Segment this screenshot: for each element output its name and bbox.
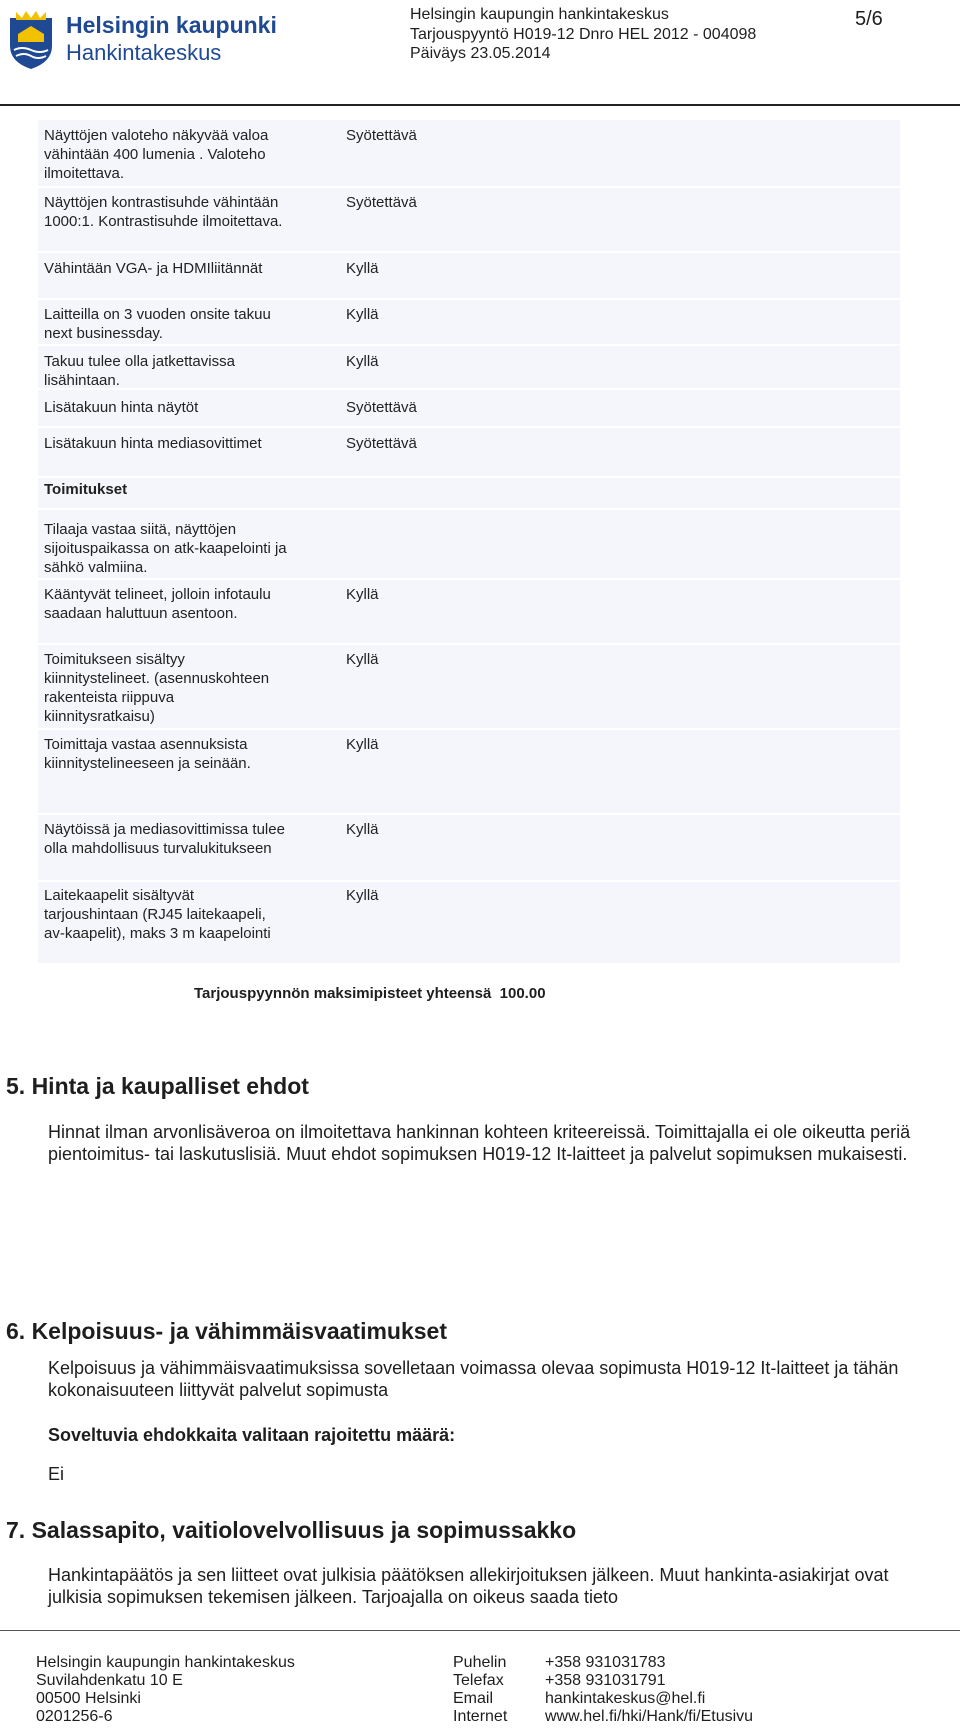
footer-address-line: 00500 Helsinki (36, 1690, 141, 1707)
section-6-title: 6. Kelpoisuus- ja vähimmäisvaatimukset (6, 1318, 448, 1344)
row-divider (38, 344, 900, 346)
criterion-answer: Kyllä (346, 306, 379, 323)
criterion-answer: Syötettävä (346, 194, 417, 211)
criterion-answer: Kyllä (346, 821, 379, 838)
section-6-answer: Ei (48, 1464, 65, 1484)
section-6-subheading: Soveltuvia ehdokkaita valitaan rajoitettu määrä: (48, 1425, 456, 1445)
footer-fax: +358 931031791 (545, 1672, 666, 1689)
footer-contact-labels (453, 1654, 507, 1726)
criterion-text: Takuu tulee olla jatkettavissa lisähintaan. (44, 353, 235, 389)
criterion-text: Tilaaja vastaa siitä, näyttöjen sijoituspaikassa on atk-kaapelointi ja sähkö valmiina. (44, 521, 287, 576)
criterion-answer: Syötettävä (346, 399, 417, 416)
max-points-total (194, 985, 546, 1002)
criterion-text: Kääntyvät telineet, jolloin infotaulu saadaan haluttuun asentoon. (44, 586, 271, 622)
criterion-answer: Syötettävä (346, 435, 417, 452)
row-divider (38, 426, 900, 428)
row-divider (38, 578, 900, 580)
criterion-answer: Syötettävä (346, 127, 417, 144)
header-reference: Tarjouspyyntö H019-12 Dnro HEL 2012 - 004098 (410, 26, 757, 43)
row-divider (38, 476, 900, 478)
section-6-text: Kelpoisuus ja vähimmäisvaatimuksissa sovelletaan voimassa olevaa sopimusta H019-12 It-laitteet ja tähän kokonaisuuteen liittyvät palvelut sopimusta (48, 1358, 899, 1400)
criterion-text: Näyttöjen valoteho näkyvää valoa vähintään 400 lumenia . Valoteho ilmoitettava. (44, 127, 269, 182)
footer-label: Puhelin (453, 1654, 507, 1671)
criterion-text: Toimittaja vastaa asennuksista kiinnitystelineeseen ja seinään. (44, 736, 251, 772)
max-points-label: Tarjouspyynnön maksimipisteet yhteensä (194, 985, 492, 1002)
row-divider (38, 251, 900, 253)
criterion-text: Lisätakuun hinta näytöt (44, 399, 199, 416)
table-section-heading: Toimitukset (44, 481, 128, 498)
criterion-text: Lisätakuun hinta mediasovittimet (44, 435, 262, 452)
header-divider (0, 104, 960, 106)
logo-text-unit: Hankintakeskus (66, 40, 222, 65)
section-5-text: Hinnat ilman arvonlisäveroa on ilmoitettava hankinnan kohteen kriteereissä. Toimittajalla ei ole oikeutta periä pientoimitus- tai laskutuslisiä. Muut ehdot sopimuksen H019-12 It-laitteet ja palvelut sopimuksen mukaisesti. (48, 1122, 911, 1164)
row-divider (38, 643, 900, 645)
criterion-answer: Kyllä (346, 651, 379, 668)
footer-website[interactable]: www.hel.fi/hki/Hank/fi/Etusivu (545, 1708, 754, 1725)
footer-address (36, 1654, 295, 1726)
criterion-answer: Kyllä (346, 736, 379, 753)
row-divider (38, 186, 900, 188)
footer-address-line: 0201256-6 (36, 1708, 113, 1725)
row-divider (38, 813, 900, 815)
row-divider (38, 508, 900, 510)
footer-address-line: Suvilahdenkatu 10 E (36, 1672, 183, 1689)
criterion-text: Näyttöjen kontrastisuhde vähintään 1000:1. Kontrastisuhde ilmoitettava. (44, 194, 283, 230)
criterion-text: Toimitukseen sisältyy kiinnitystelineet. (asennuskohteen rakenteista riippuva kiinnitysratkaisu) (44, 651, 270, 725)
criterion-answer: Kyllä (346, 353, 379, 370)
footer-label: Internet (453, 1708, 508, 1725)
criterion-answer: Kyllä (346, 260, 379, 277)
criterion-text: Näytöissä ja mediasovittimissa tulee olla mahdollisuus turvalukitukseen (44, 821, 285, 857)
section-7-title: 7. Salassapito, vaitiolovelvollisuus ja sopimussakko (6, 1517, 577, 1543)
criterion-answer: Kyllä (346, 887, 379, 904)
section-5-title: 5. Hinta ja kaupalliset ehdot (6, 1073, 309, 1099)
footer-address-line: Helsingin kaupungin hankintakeskus (36, 1654, 295, 1671)
footer-label: Telefax (453, 1672, 504, 1689)
footer-contact-values (545, 1654, 753, 1726)
row-divider (38, 728, 900, 730)
criterion-text: Vähintään VGA- ja HDMIliitännät (44, 260, 263, 277)
section-7-text: Hankintapäätös ja sen liitteet ovat julkisia päätöksen allekirjoituksen jälkeen. Muut hankinta-asiakirjat ovat julkisia sopimuksen tekemisen jälkeen. Tarjoajalla on oikeus saada tieto (48, 1565, 889, 1607)
row-divider (38, 880, 900, 882)
header-org: Helsingin kaupungin hankintakeskus (410, 6, 669, 23)
max-points-value: 100.00 (499, 985, 546, 1002)
footer-divider (0, 1630, 960, 1631)
row-divider (38, 298, 900, 300)
criterion-text: Laitteilla on 3 vuoden onsite takuu next businessday. (44, 306, 271, 342)
footer-email[interactable]: hankintakeskus@hel.fi (545, 1690, 706, 1707)
footer-label: Email (453, 1690, 494, 1707)
logo-text-city: Helsingin kaupunki (66, 12, 277, 38)
footer-phone: +358 931031783 (545, 1654, 666, 1671)
helsinki-crest-logo (6, 8, 56, 70)
criterion-answer: Kyllä (346, 586, 379, 603)
header-date: Päiväys 23.05.2014 (410, 45, 551, 62)
criterion-text: Laitekaapelit sisältyvät tarjoushintaan (RJ45 laitekaapeli, av-kaapelit), maks 3 m kaapelointi (44, 887, 271, 942)
page-number: 5/6 (855, 8, 883, 30)
